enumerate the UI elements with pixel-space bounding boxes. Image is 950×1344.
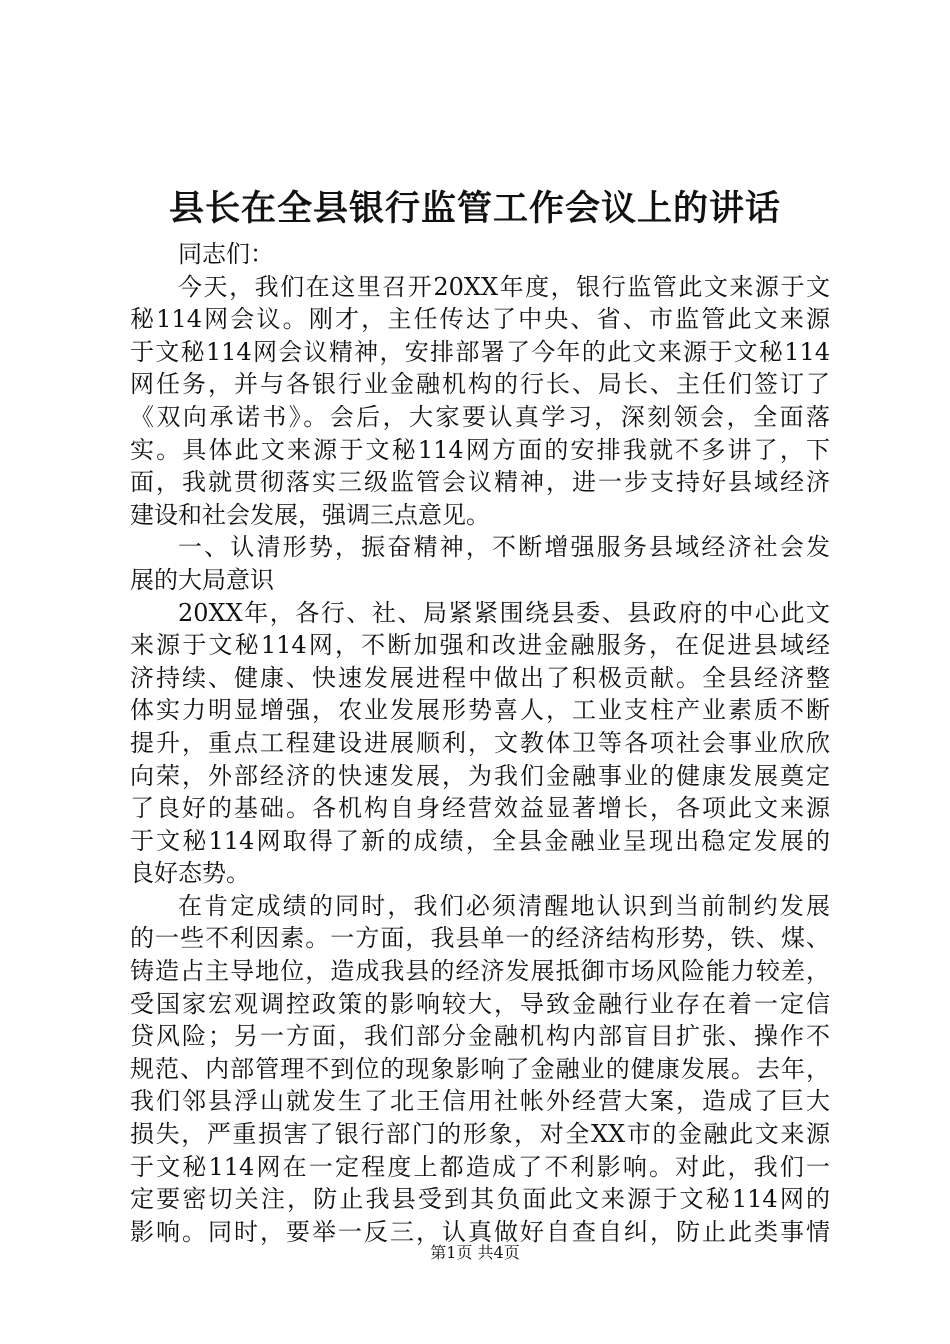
text-line: 来源于文秘114网，不断加强和改进金融服务，在促进县域经 xyxy=(130,631,830,660)
text-line: 建设和社会发展，强调三点意见。 xyxy=(130,500,490,529)
text-line: 济持续、健康、快速发展进程中做出了积极贡献。全县经济整 xyxy=(130,663,830,692)
document-title: 县长在全县银行监管工作会议上的讲话 xyxy=(168,188,781,229)
text-line: 铸造占主导地位，造成我县的经济发展抵御市场风险能力较差， xyxy=(130,957,830,986)
text-line: 在肯定成绩的同时，我们必须清醒地认识到当前制约发展 xyxy=(178,891,830,920)
text-line: 规范、内部管理不到位的现象影响了金融业的健康发展。去年， xyxy=(130,1054,830,1083)
text-line: 实。具体此文来源于文秘114网方面的安排我就不多讲了，下 xyxy=(130,435,830,464)
text-line: 了良好的基础。各机构自身经营效益显著增长，各项此文来源 xyxy=(130,794,830,823)
text-line: 《双向承诺书》。会后，大家要认真学习，深刻领会，全面落 xyxy=(130,402,830,431)
text-line: 贷风险；另一方面，我们部分金融机构内部盲目扩张、操作不 xyxy=(130,1022,830,1051)
document-body xyxy=(130,238,830,1248)
text-line: 今天，我们在这里召开20XX年度，银行监管此文来源于文 xyxy=(178,272,830,301)
page-number-footer: 第1页 共4页 xyxy=(430,1243,520,1262)
text-line: 面，我就贯彻落实三级监管会议精神，进一步支持好县域经济 xyxy=(130,468,830,497)
text-line: 体实力明显增强，农业发展形势喜人，工业支柱产业素质不断 xyxy=(130,696,830,725)
text-line: 于文秘114网会议精神，安排部署了今年的此文来源于文秘114 xyxy=(130,337,830,366)
text-line: 20XX年，各行、社、局紧紧围绕县委、县政府的中心此文 xyxy=(178,598,830,627)
section-heading-line: 展的大局意识 xyxy=(130,565,274,594)
text-line: 良好态势。 xyxy=(130,859,250,888)
text-line: 网任务，并与各银行业金融机构的行长、局长、主任们签订了 xyxy=(130,370,830,399)
section-heading-line: 一、认清形势，振奋精神，不断增强服务县域经济社会发 xyxy=(178,533,830,562)
text-line: 我们邻县浮山就发生了北王信用社帐外经营大案，造成了巨大 xyxy=(130,1087,830,1116)
text-line: 于文秘114网取得了新的成绩，全县金融业呈现出稳定发展的 xyxy=(130,826,830,855)
text-line: 于文秘114网在一定程度上都造成了不利影响。对此，我们一 xyxy=(130,1152,830,1181)
text-line: 向荣，外部经济的快速发展，为我们金融事业的健康发展奠定 xyxy=(130,761,830,790)
text-line: 影响。同时，要举一反三，认真做好自查自纠，防止此类事情 xyxy=(130,1217,830,1246)
text-line: 受国家宏观调控政策的影响较大，导致金融行业存在着一定信 xyxy=(130,989,830,1018)
text-line: 定要密切关注，防止我县受到其负面此文来源于文秘114网的 xyxy=(130,1185,830,1214)
text-line: 的一些不利因素。一方面，我县单一的经济结构形势，铁、煤、 xyxy=(130,924,830,953)
text-line: 提升，重点工程建设进展顺利，文教体卫等各项社会事业欣欣 xyxy=(130,728,830,757)
text-line: 同志们： xyxy=(178,240,274,268)
text-line: 秘114网会议。刚才，主任传达了中央、省、市监管此文来源 xyxy=(130,305,830,334)
text-line: 损失，严重损害了银行部门的形象，对全XX市的金融此文来源 xyxy=(130,1120,830,1149)
